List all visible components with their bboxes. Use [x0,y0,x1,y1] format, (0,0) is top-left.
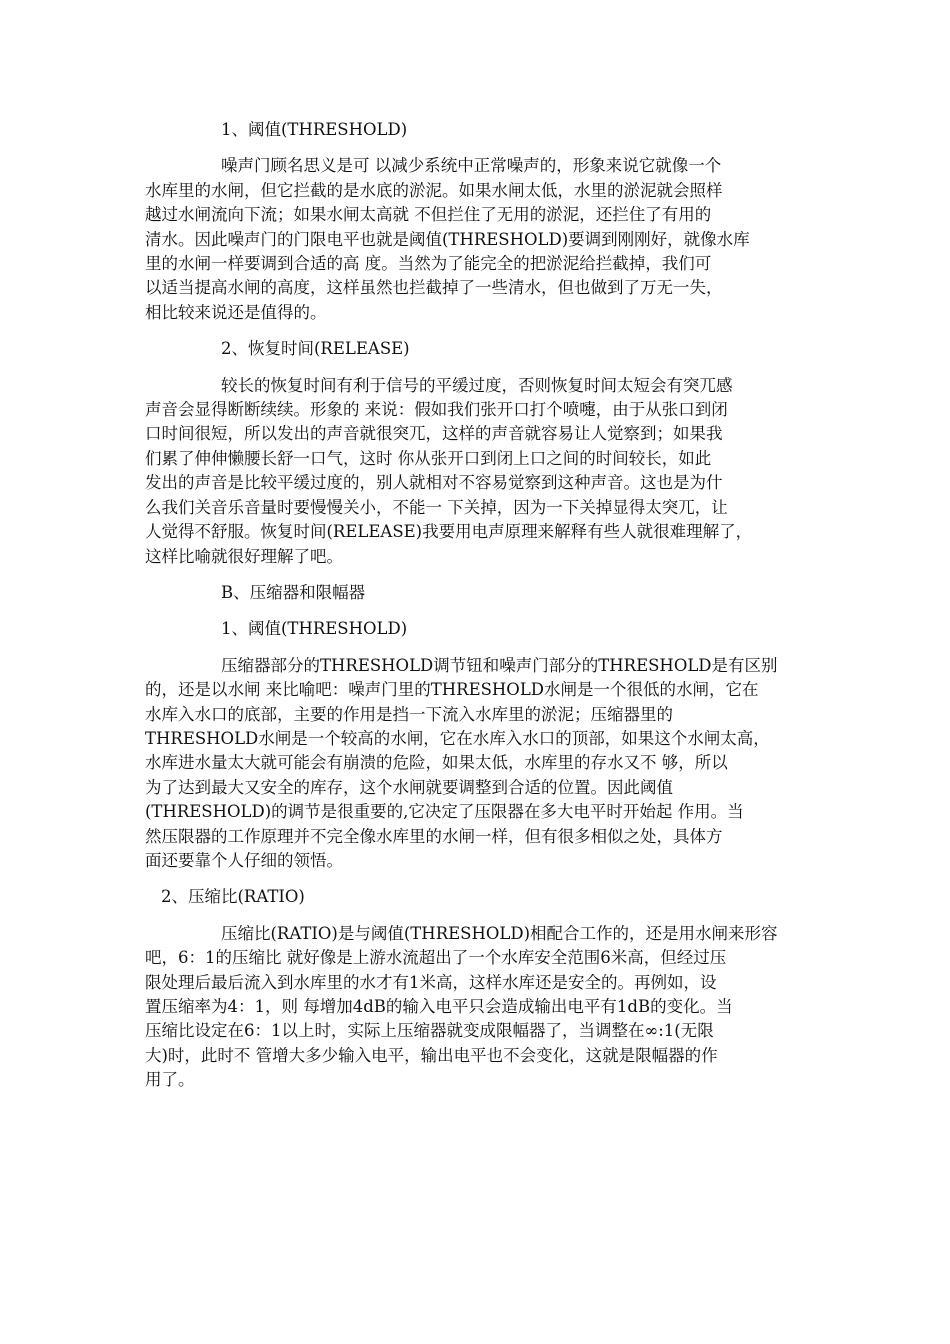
paragraph-line: 以适当提高水闸的高度，这样虽然也拦截掉了一些清水，但也做到了万无一失， [145,278,723,298]
paragraph-line: 水库进水量太大就可能会有崩溃的危险，如果太低，水库里的存水又不 够，所以 [145,753,728,773]
document-body [145,118,807,1093]
paragraph-line: 的，还是以水闸 来比喻吧：噪声门里的THRESHOLD水闸是一个很低的水闸，它在 [145,680,759,700]
paragraph-line: 们累了伸伸懒腰长舒一口气，这时 你从张开口到闭上口之间的时间较长，如此 [145,448,712,468]
paragraph-compressor-threshold [145,654,807,874]
paragraph-line: 人觉得不舒服。恢复时间(RELEASE)我要用电声原理来解释有些人就很难理解了， [145,522,753,542]
paragraph-line: 然压限器的工作原理并不完全像水库里的水闸一样，但有很多相似之处，具体方 [145,826,723,846]
paragraph-line: 置压缩率为4：1，则 每增加4dB的输入电平只会造成输出电平有1dB的变化。当 [145,997,733,1016]
paragraph-line: 水库入水口的底部，主要的作用是挡一下流入水库里的淤泥；压缩器里的 [145,704,673,724]
paragraph-line: 口时间很短，所以发出的声音就很突兀，这样的声音就容易让人觉察到；如果我 [145,424,723,444]
paragraph-line: 么我们关音乐音量时要慢慢关小，不能一 下关掉，因为一下关掉显得太突兀，让 [145,497,728,517]
paragraph-line: 里的水闸一样要调到合适的高 度。当然为了能完全的把淤泥给拦截掉，我们可 [145,254,712,274]
paragraph-line: 面还要靠个人仔细的领悟。 [145,850,343,870]
paragraph-noise-gate-threshold [145,154,807,325]
paragraph-line: 压缩比(RATIO)是与阈值(THRESHOLD)相配合工作的，还是用水闸来形容 [221,923,778,943]
paragraph-line: 吧，6：1的压缩比 就好像是上游水流超出了一个水库安全范围6米高，但经过压 [145,948,727,968]
paragraph-line: 压缩比设定在6：1以上时，实际上压缩器就变成限幅器了，当调整在∞:1(无限 [145,1021,714,1041]
paragraph-line: THRESHOLD水闸是一个较高的水闸，它在水库入水口的顶部，如果这个水闸太高， [145,728,770,748]
paragraph-line: 水库里的水闸，但它拦截的是水底的淤泥。如果水闸太低，水里的淤泥就会照样 [145,180,723,200]
paragraph-line: (THRESHOLD)的调节是很重要的,它决定了压限器在多大电平时开始起 作用。当 [145,802,744,822]
paragraph-line: 限处理后最后流入到水库里的水才有1米高，这样水库还是安全的。再例如，设 [145,972,717,992]
section-heading-compressor-threshold: 1、阈值(THRESHOLD) [221,619,408,639]
paragraph-line: 大)时，此时不 管增大多少输入电平，输出电平也不会变化，这就是限幅器的作 [145,1045,718,1065]
paragraph-line: 越过水闸流向下流；如果水闸太高就 不但拦住了无用的淤泥，还拦住了有用的 [145,205,712,225]
paragraph-line: 用了。 [145,1070,195,1090]
section-heading-noise-gate-threshold: 1、阈值(THRESHOLD) [221,120,408,139]
section-heading-ratio: 2、压缩比(RATIO) [161,887,305,907]
section-heading-release: 2、恢复时间(RELEASE) [221,339,410,359]
paragraph-line: 声音会显得断断续续。形象的 来说：假如我们张开口打个喷嚏，由于从张口到闭 [145,400,728,420]
paragraph-line: 这样比喻就很好理解了吧。 [145,546,343,566]
paragraph-line: 清水。因此噪声门的门限电平也就是阈值(THRESHOLD)要调到刚刚好，就像水库 [145,229,750,249]
section-heading-compressor-limiter: B、压缩器和限幅器 [221,582,366,602]
paragraph-release [145,374,807,569]
paragraph-line: 相比较来说还是值得的。 [145,302,327,322]
paragraph-line: 发出的声音是比较平缓过度的，别人就相对不容易觉察到这种声音。这也是为什 [145,473,723,493]
paragraph-ratio [145,922,807,1093]
paragraph-line: 噪声门顾名思义是可 以减少系统中正常噪声的，形象来说它就像一个 [221,156,722,176]
paragraph-line: 为了达到最大又安全的库存，这个水闸就要调整到合适的位置。因此阈值 [145,777,673,797]
paragraph-line: 较长的恢复时间有利于信号的平缓过度，否则恢复时间太短会有突兀感 [221,375,733,395]
paragraph-line: 压缩器部分的THRESHOLD调节钮和噪声门部分的THRESHOLD是有区别 [221,655,778,675]
